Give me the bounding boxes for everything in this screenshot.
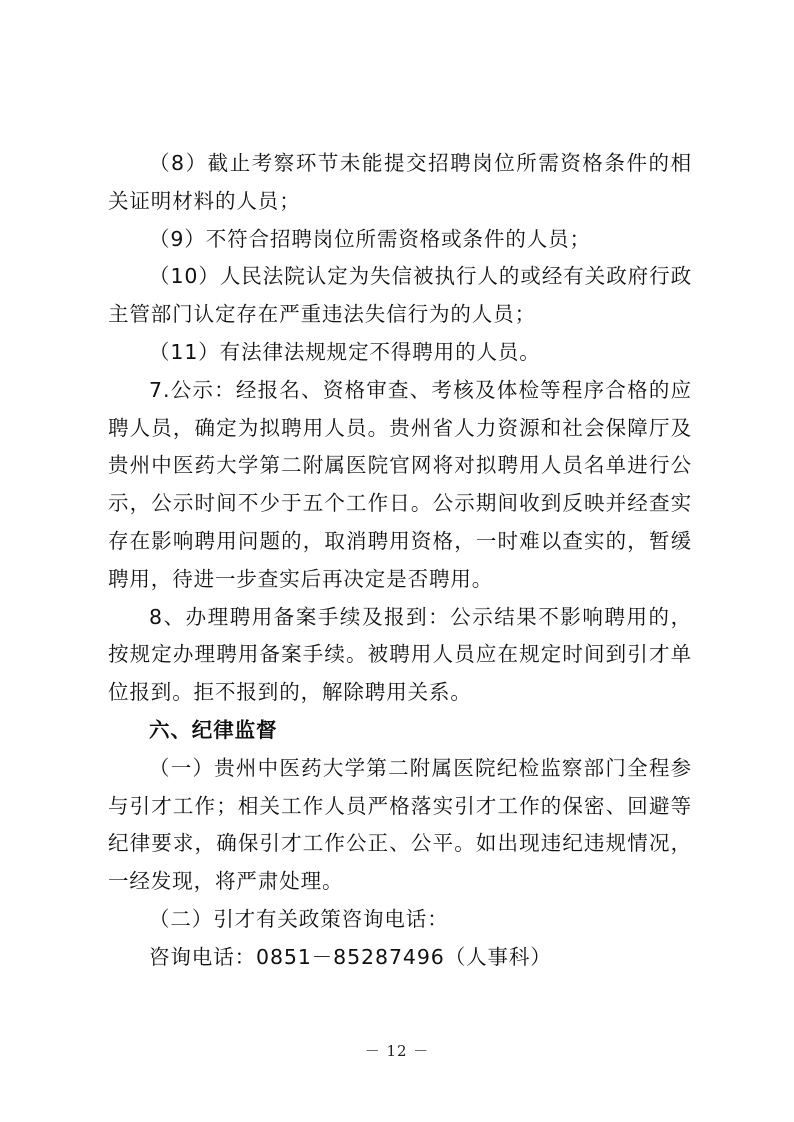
section-heading: 六、纪律监督 xyxy=(149,717,278,742)
paragraph-item-11: （11）有法律法规规定不得聘用的人员。 xyxy=(149,339,541,364)
document-body xyxy=(108,145,692,977)
paragraph-phone: 咨询电话：0851－85287496（人事科） xyxy=(149,944,552,969)
paragraph-discipline: （一）贵州中医药大学第二附属医院纪检监察部门全程参与引才工作；相关工作人员严格落实引才工作的保密、回避等纪律要求，确保引才工作公正、公平。如出现违纪违规情况，一经发现，将严肃处理。 xyxy=(108,755,692,894)
paragraph-consultation: （二）引才有关政策咨询电话： xyxy=(149,906,449,931)
paragraph-registration: 8、办理聘用备案手续及报到：公示结果不影响聘用的，按规定办理聘用备案手续。被聘用人员应在规定时间到引才单位报到。拒不报到的，解除聘用关系。 xyxy=(108,604,692,705)
paragraph-publicity: 7.公示：经报名、资格审查、考核及体检等程序合格的应聘人员，确定为拟聘用人员。贵州省人力资源和社会保障厅及贵州中医药大学第二附属医院官网将对拟聘用人员名单进行公示，公示时间不少于五个工作日。公示期间收到反映并经查实存在影响聘用问题的，取消聘用资格，一时难以查实的，暂缓聘用，待进一步查实后再决定是否聘用。 xyxy=(108,377,692,591)
paragraph-item-9: （9）不符合招聘岗位所需资格或条件的人员； xyxy=(149,226,591,251)
page-number: － 12 － xyxy=(364,1042,430,1060)
paragraph-item-8: （8）截止考察环节未能提交招聘岗位所需资格条件的相关证明材料的人员； xyxy=(108,151,692,213)
paragraph-item-10: （10）人民法院认定为失信被执行人的或经有关政府行政主管部门认定存在严重违法失信行为的人员； xyxy=(108,264,692,327)
